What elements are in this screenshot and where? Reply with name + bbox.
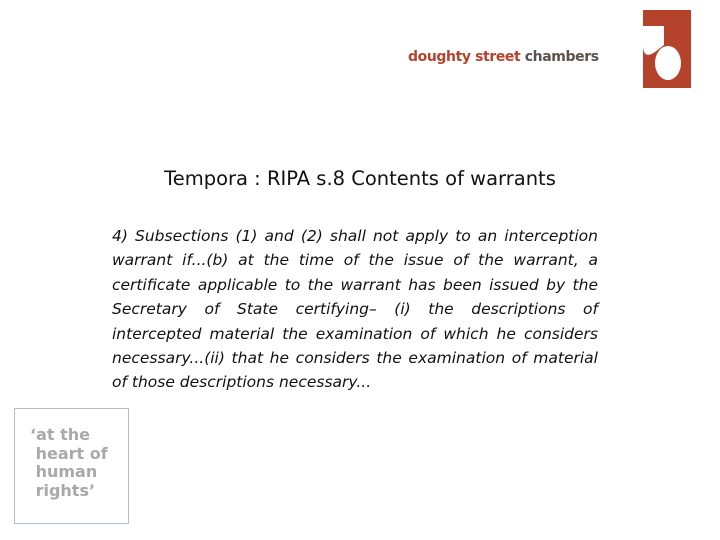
brand-name-part1: doughty street: [408, 49, 525, 65]
brand-name: [408, 49, 634, 65]
slide-title: Tempora : RIPA s.8 Contents of warrants: [164, 167, 556, 190]
tagline-text: ‘at the heart of human rights’: [30, 425, 108, 500]
statute-quote: 4) Subsections (1) and (2) shall not apply to an interception warrant if...(b) at the time of the issue of the warrant, a certificate applicable to the warrant has been issued by the Secretary of State certifying– (i) the descriptions of intercepted material the examination of which he considers necessary...(ii) that he considers the examination of material of those descriptions necessary...: [112, 227, 598, 392]
logo-counter: [655, 46, 681, 80]
chambers-logo: [643, 10, 691, 88]
logo-notch: [643, 26, 664, 45]
brand-name-part2: chambers: [524, 49, 599, 65]
tagline-box: [14, 408, 129, 524]
